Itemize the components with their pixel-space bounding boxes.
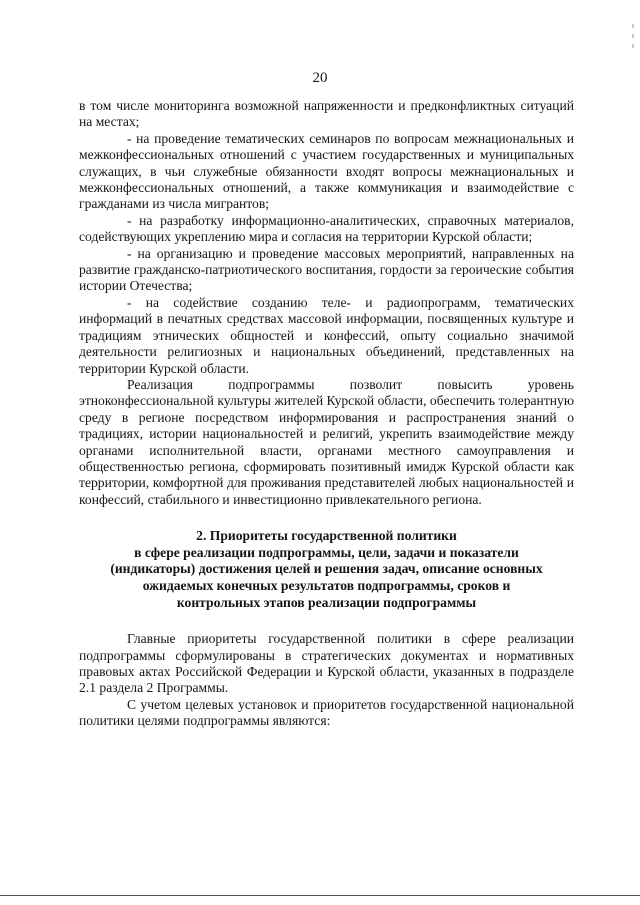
scan-bottom-edge [0, 895, 640, 896]
section-heading-line: ожидаемых конечных результатов подпрограммы, сроков и [142, 577, 511, 593]
section-heading [79, 528, 574, 611]
list-item-media: - на содействие созданию теле- и радиопрограмм, тематических информаций в печатных средствах массовой информации, посвященных культуре и традициям этнических общностей и конфессий, опыту социально значимой деятельности религиозных и национальных объединений, представленных на территории Курской области. [79, 294, 574, 376]
paragraph-priorities: Главные приоритеты государственной политики в сфере реализации подпрограммы сформулированы в стратегических документах и нормативных правовых актах Российской Федерации и Курской области, указанных в подразделе 2.1 раздела 2 Программы. [79, 631, 574, 696]
section-heading-line: (индикаторы) достижения целей и решения задач, описание основных [110, 561, 543, 577]
section-heading-line: 2. Приоритеты государственной политики [196, 528, 457, 544]
paragraph-implementation: Реализация подпрограммы позволит повысить уровень этноконфессиональной культуры жителей Курской области, обеспечить толерантную среду в регионе посредством информирования и распространения знаний о традициях, истории национальностей и религий, укрепить взаимодействие между органами исполнительной власти, органами местного самоуправления и общественностью региона, сформировать позитивный имидж Курской области как территории, комфортной для проживания представителей любых национальностей и конфессий, стабильного и инвестиционно привлекательного региона. [79, 376, 574, 507]
list-item-materials: - на разработку информационно-аналитических, справочных материалов, содействующих укреплению мира и согласия на территории Курской области; [79, 212, 574, 245]
list-item-events: - на организацию и проведение массовых мероприятий, направленных на развитие гражданско-патриотического воспитания, гордости за героические события истории Отечества; [79, 245, 574, 294]
paragraph-continuation: в том числе мониторинга возможной напряженности и предконфликтных ситуаций на местах; [79, 98, 574, 130]
document-body [79, 98, 574, 730]
list-item-seminars: - на проведение тематических семинаров по вопросам межнациональных и межконфессиональных отношений с участием государственных и муниципальных служащих, в чьи служебные обязанности входят вопросы межнациональных и межконфессиональных отношений, а также коммуникация и взаимодействие с гражданами из числа мигрантов; [79, 130, 574, 212]
page-number: 20 [312, 70, 328, 86]
scan-edge-marks [632, 24, 636, 64]
section-heading-line: в сфере реализации подпрограммы, цели, задачи и показатели [134, 544, 519, 560]
section-heading-line: контрольных этапов реализации подпрограммы [176, 594, 477, 610]
paragraph-goals: С учетом целевых установок и приоритетов государственной национальной политики целями подпрограммы являются: [79, 696, 574, 729]
